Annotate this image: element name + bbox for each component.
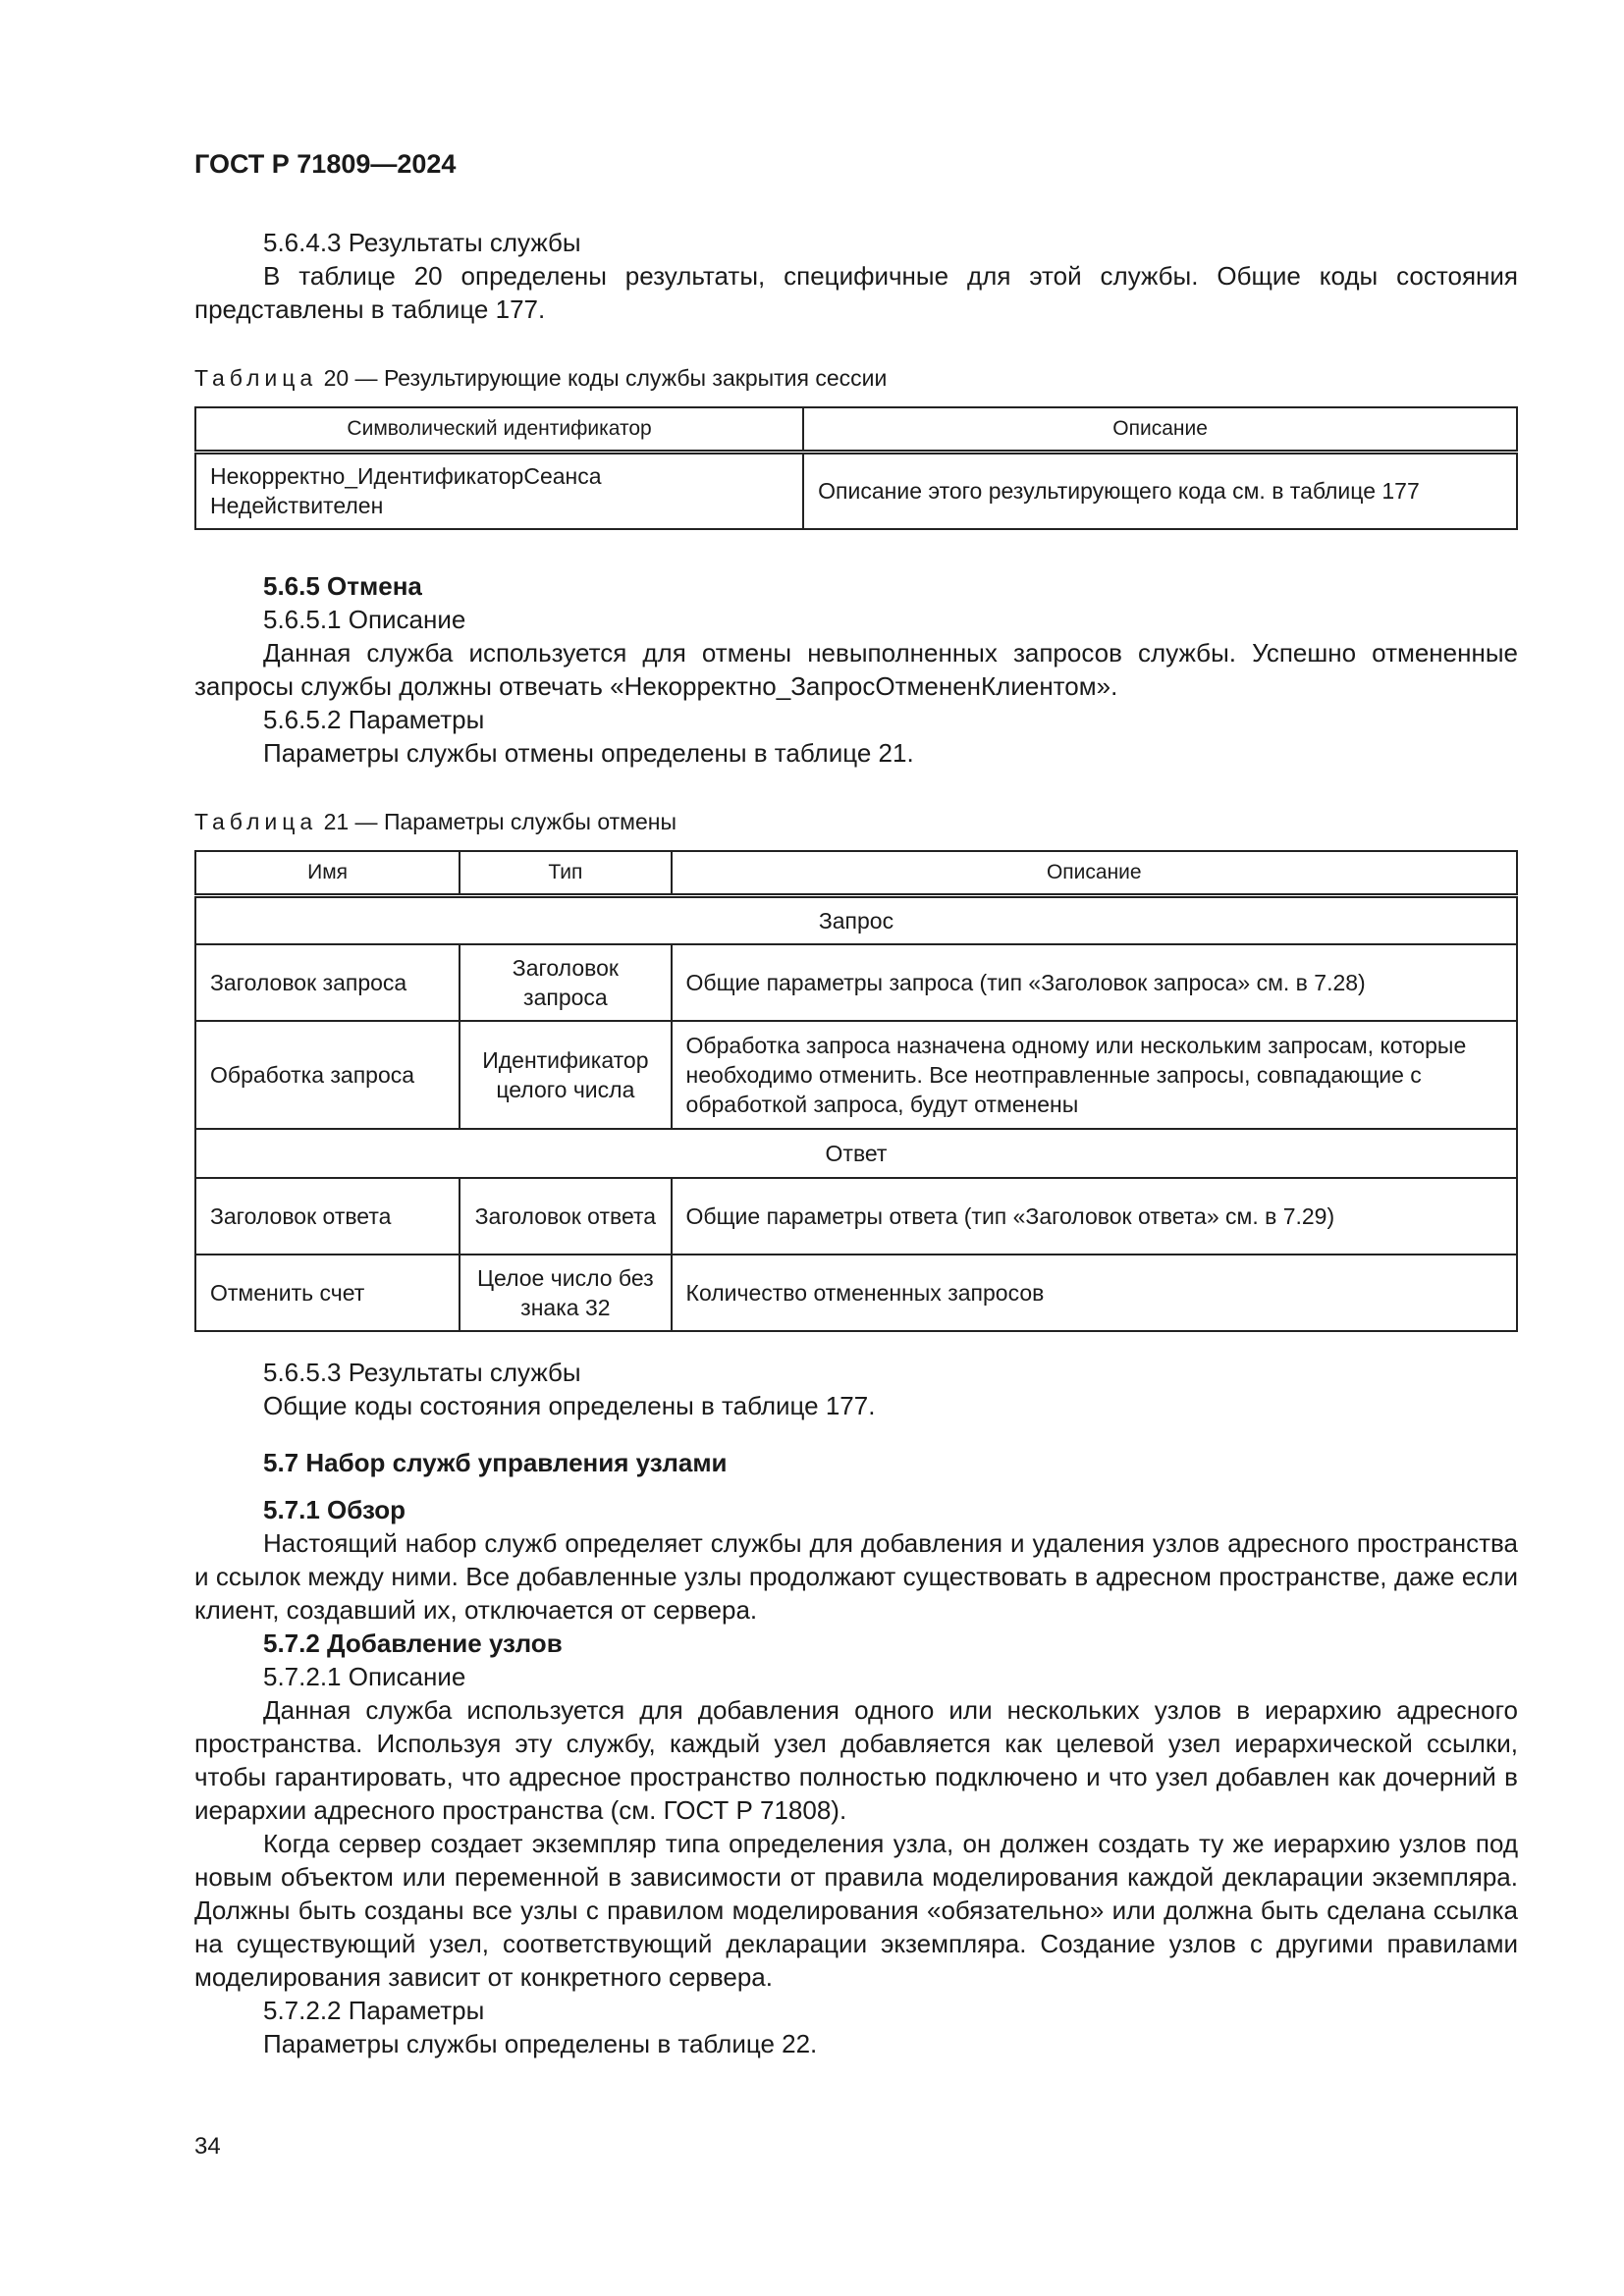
table-21-cell: Заголовок ответа — [460, 1178, 671, 1255]
table-20-header-desc: Описание — [803, 407, 1517, 453]
table-20-caption-text: 20 — Результирующие коды службы закрытия сессии — [323, 365, 888, 391]
table-21-header-name: Имя — [195, 851, 460, 896]
section-5-6-4-3-title: 5.6.4.3 Результаты службы — [263, 228, 581, 257]
table-21-group-request: Запрос — [195, 895, 1517, 944]
document-body — [194, 226, 1518, 2060]
table-21-cell: Целое число без знака 32 — [460, 1255, 671, 1331]
standard-header: ГОСТ Р 71809—2024 — [194, 149, 457, 179]
table-21-cell: Отменить счет — [195, 1255, 460, 1331]
table-21-cell: Заголовок ответа — [195, 1178, 460, 1255]
table-21 — [194, 850, 1518, 1333]
table-21-caption-prefix: Таблица — [194, 808, 318, 834]
section-5-6-4-3-body: В таблице 20 определены результаты, специфичные для этой службы. Общие коды состояния представлены в таблице 177. — [194, 261, 1518, 324]
table-21-header-desc: Описание — [672, 851, 1517, 896]
table-row — [195, 944, 1517, 1021]
section-5-7-2-1-body-1: Данная служба используется для добавления одного или нескольких узлов в иерархию адресного пространства. Используя эту службу, каждый узел добавляется как целевой узел иерархической ссылки, чтобы гарантировать, что адресное пространство полностью подключено и что узел добавлен как дочерний в иерархии адресного пространства (см. ГОСТ Р 71808). — [194, 1695, 1518, 1825]
table-20-caption-prefix: Таблица — [194, 365, 318, 391]
table-row — [195, 1021, 1517, 1129]
table-20-cell-desc: Описание этого результирующего кода см. в таблице 177 — [803, 453, 1517, 529]
section-5-7-2-2-title: 5.7.2.2 Параметры — [263, 1996, 485, 2025]
page-number: 34 — [194, 2133, 221, 2160]
section-5-6-5-1-body: Данная служба используется для отмены невыполненных запросов службы. Успешно отмененные запросы службы должны отвечать «Некорректно_ЗапросОтмененКлиентом». — [194, 637, 1518, 701]
table-20-header-id: Символический идентификатор — [195, 407, 803, 453]
table-21-cell: Общие параметры ответа (тип «Заголовок ответа» см. в 7.29) — [672, 1178, 1517, 1255]
section-5-7-2-2-body: Параметры службы определены в таблице 22. — [263, 2029, 818, 2058]
table-21-caption — [194, 805, 1518, 838]
section-5-6-5-2-body: Параметры службы отмены определены в таблице 21. — [263, 737, 914, 768]
section-5-7-1-body: Настоящий набор служб определяет службы для добавления и удаления узлов адресного пространства и ссылок между ними. Все добавленные узлы продолжают существовать в адресном пространстве, даже если клиент, создавший их, отключается от сервера. — [194, 1528, 1518, 1625]
section-5-7-2-title: 5.7.2 Добавление узлов — [263, 1629, 563, 1658]
table-21-cell: Обработка запроса — [195, 1021, 460, 1129]
table-21-cell: Обработка запроса назначена одному или нескольким запросам, которые необходимо отменить. Все неотправленные запросы, совпадающие с обработкой запроса, будут отменены — [672, 1021, 1517, 1129]
table-21-cell: Идентификатор целого числа — [460, 1021, 671, 1129]
table-21-group-response: Ответ — [195, 1129, 1517, 1178]
section-5-7-1-title: 5.7.1 Обзор — [263, 1495, 406, 1524]
table-20 — [194, 406, 1518, 530]
section-5-7-2-1-body-2: Когда сервер создает экземпляр типа определения узла, он должен создать ту же иерархию узлов под новым объектом или переменной в зависимости от правила моделирования каждой декларации экземпляра. Должны быть созданы все узлы с правилом моделирования «обязательно» или должна быть сделана ссылка на существующий узел, соответствующий декларации экземпляра. Создание узлов с другими правилами моделирования зависит от конкретного сервера. — [194, 1829, 1518, 1992]
table-21-cell: Заголовок запроса — [460, 944, 671, 1021]
table-row — [195, 1255, 1517, 1331]
table-20-caption — [194, 361, 1518, 395]
table-21-cell: Заголовок запроса — [195, 944, 460, 1021]
table-row — [195, 1178, 1517, 1255]
section-5-6-5-1-title: 5.6.5.1 Описание — [263, 604, 466, 634]
table-21-cell: Общие параметры запроса (тип «Заголовок запроса» см. в 7.28) — [672, 944, 1517, 1021]
table-20-cell-id: Некорректно_ИдентификаторСеанса Недействителен — [195, 453, 803, 529]
section-5-7-title: 5.7 Набор служб управления узлами — [263, 1448, 728, 1477]
table-21-header-type: Тип — [460, 851, 671, 896]
section-5-6-5-2-title: 5.6.5.2 Параметры — [263, 704, 485, 734]
table-21-cell: Количество отмененных запросов — [672, 1255, 1517, 1331]
section-5-6-5-3-body: Общие коды состояния определены в таблице 177. — [263, 1391, 876, 1420]
section-5-6-5-3-title: 5.6.5.3 Результаты службы — [263, 1358, 581, 1387]
section-5-6-5-title: 5.6.5 Отмена — [263, 570, 422, 601]
table-21-caption-text: 21 — Параметры службы отмены — [323, 808, 677, 834]
section-5-7-2-1-title: 5.7.2.1 Описание — [263, 1662, 466, 1691]
